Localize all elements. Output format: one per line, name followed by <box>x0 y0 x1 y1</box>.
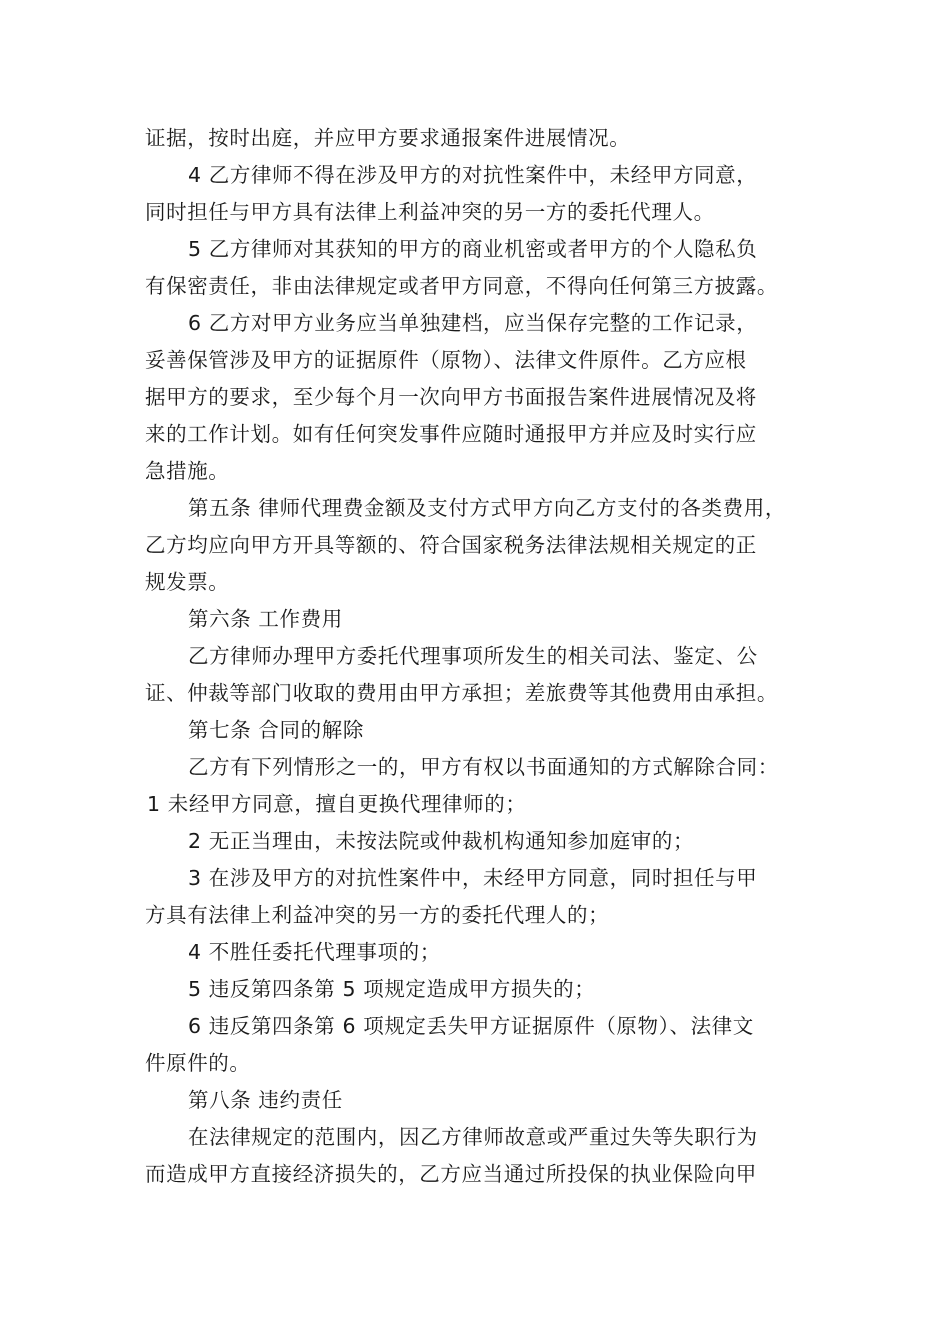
text-line: 急措施。 <box>145 459 230 483</box>
list-item: 2 无正当理由，未按法院或仲裁机构通知参加庭审的； <box>188 829 695 853</box>
article-heading: 第五条 律师代理费金额及支付方式甲方向乙方支付的各类费用， <box>188 496 786 520</box>
list-item: 4 不胜任委托代理事项的； <box>188 940 441 964</box>
text-line: 4 乙方律师不得在涉及甲方的对抗性案件中，未经甲方同意， <box>188 163 758 187</box>
text-line: 乙方均应向甲方开具等额的、符合国家税务法律法规相关规定的正 <box>145 533 757 557</box>
list-item: 1 未经甲方同意，擅自更换代理律师的； <box>147 792 527 816</box>
text-line: 有保密责任，非由法律规定或者甲方同意，不得向任何第三方披露。 <box>145 274 778 298</box>
text-line: 据甲方的要求，至少每个月一次向甲方书面报告案件进展情况及将 <box>145 385 757 409</box>
text-line: 来的工作计划。如有任何突发事件应随时通报甲方并应及时实行应 <box>145 422 757 446</box>
text-line: 而造成甲方直接经济损失的，乙方应当通过所投保的执业保险向甲 <box>145 1162 757 1186</box>
article-heading: 第八条 违约责任 <box>188 1088 343 1112</box>
text-line: 方具有法律上利益冲突的另一方的委托代理人的； <box>145 903 610 927</box>
text-line: 规发票。 <box>145 570 230 594</box>
text-line: 同时担任与甲方具有法律上利益冲突的另一方的委托代理人。 <box>145 200 715 224</box>
text-line: 乙方律师办理甲方委托代理事项所发生的相关司法、鉴定、公 <box>188 644 758 668</box>
text-line: 件原件的。 <box>145 1051 251 1075</box>
list-item: 6 违反第四条第 6 项规定丢失甲方证据原件（原物）、法律文 <box>188 1014 754 1038</box>
text-line: 证据，按时出庭，并应甲方要求通报案件进展情况。 <box>145 126 631 150</box>
list-item: 5 违反第四条第 5 项规定造成甲方损失的； <box>188 977 596 1001</box>
text-line: 6 乙方对甲方业务应当单独建档，应当保存完整的工作记录， <box>188 311 758 335</box>
article-heading: 第六条 工作费用 <box>188 607 343 631</box>
text-line: 在法律规定的范围内，因乙方律师故意或严重过失等失职行为 <box>188 1125 758 1149</box>
article-heading: 第七条 合同的解除 <box>188 718 364 742</box>
text-line: 妥善保管涉及甲方的证据原件（原物）、法律文件原件。乙方应根 <box>145 348 747 372</box>
text-line: 乙方有下列情形之一的，甲方有权以书面通知的方式解除合同： <box>188 755 779 779</box>
text-line: 5 乙方律师对其获知的甲方的商业机密或者甲方的个人隐私负 <box>188 237 758 261</box>
text-line: 证、仲裁等部门收取的费用由甲方承担；差旅费等其他费用由承担。 <box>145 681 778 705</box>
list-item: 3 在涉及甲方的对抗性案件中，未经甲方同意，同时担任与甲 <box>188 866 758 890</box>
